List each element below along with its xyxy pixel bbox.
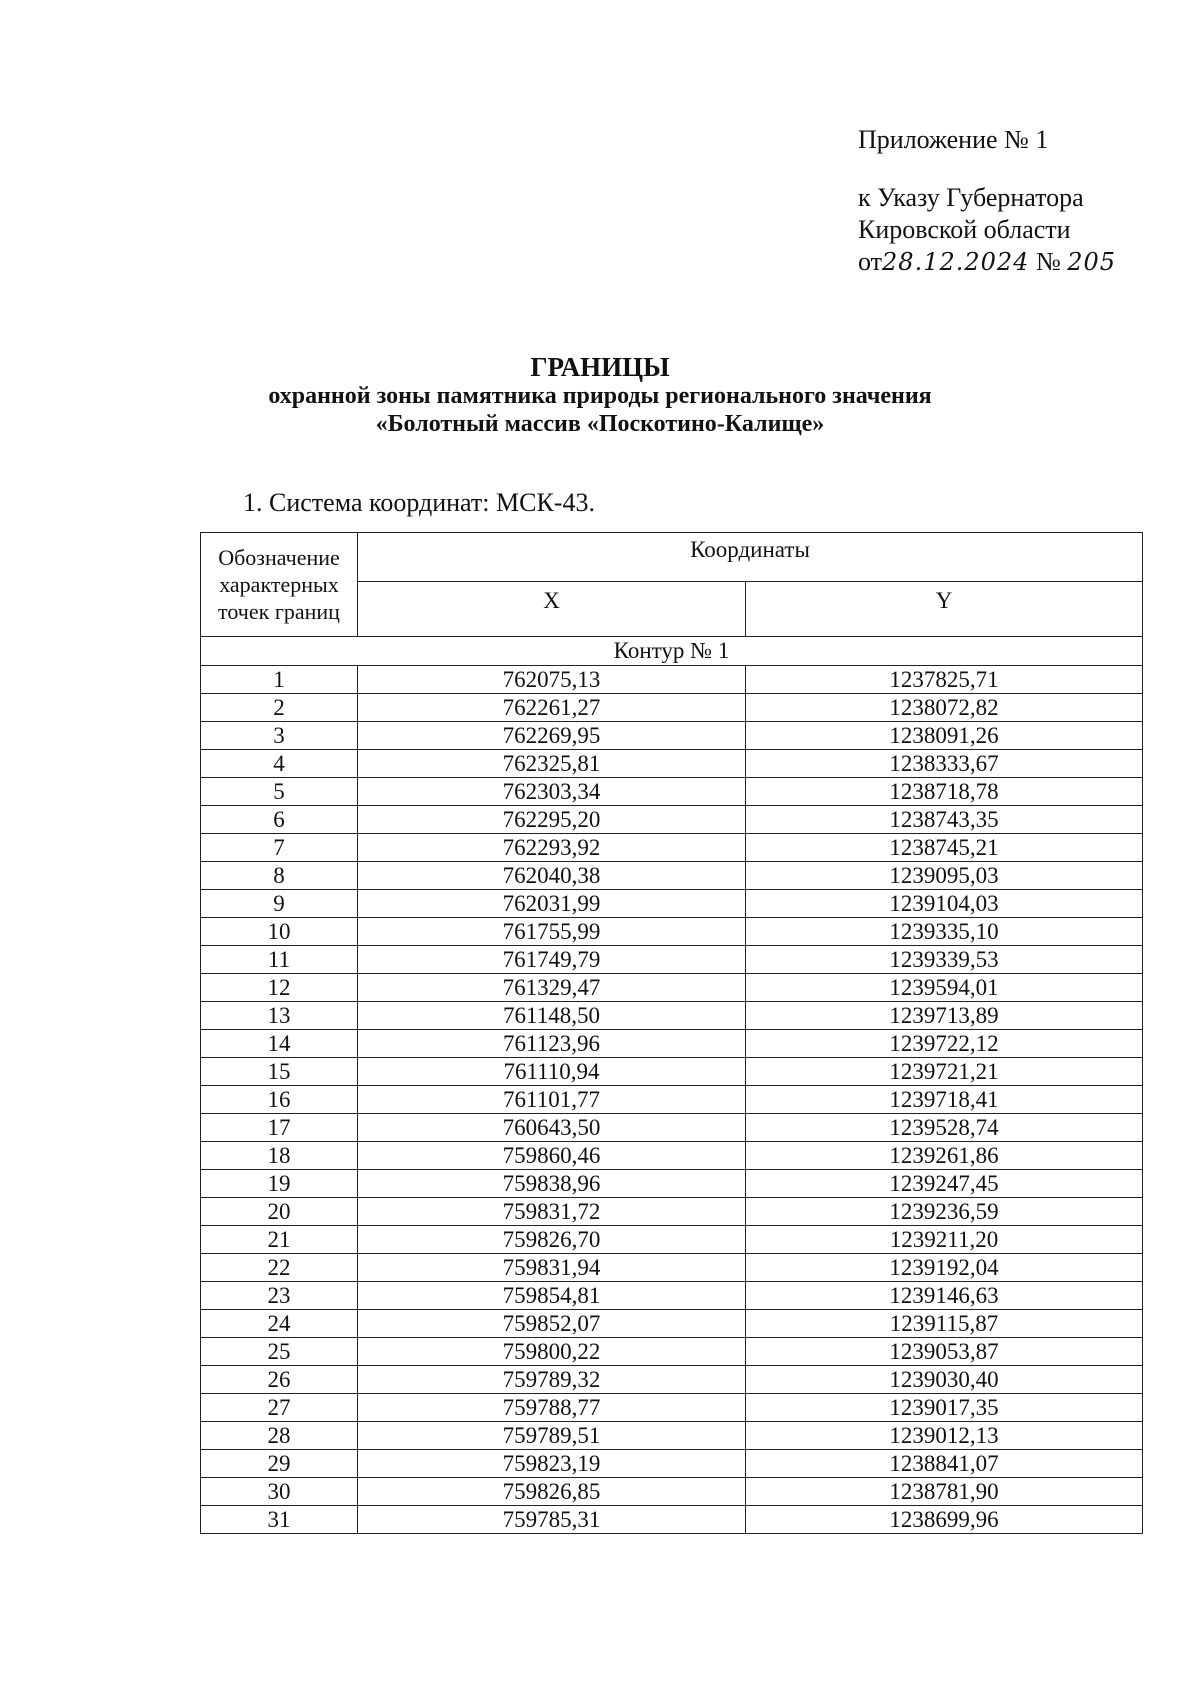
point-number-cell: 30 xyxy=(201,1478,358,1506)
table-row xyxy=(201,1366,1143,1394)
y-coordinate-cell: 1239261,86 xyxy=(746,1142,1143,1170)
x-coordinate-cell: 761329,47 xyxy=(358,974,746,1002)
y-coordinate-cell: 1239095,03 xyxy=(746,862,1143,890)
x-coordinate-cell: 762075,13 xyxy=(358,666,746,694)
x-coordinate-cell: 761123,96 xyxy=(358,1030,746,1058)
y-coordinate-cell: 1239030,40 xyxy=(746,1366,1143,1394)
number-sign: № xyxy=(1035,247,1061,276)
point-number-cell: 14 xyxy=(201,1030,358,1058)
point-number-cell: 7 xyxy=(201,834,358,862)
x-coordinate-cell: 760643,50 xyxy=(358,1114,746,1142)
point-number-cell: 27 xyxy=(201,1394,358,1422)
table-row xyxy=(201,666,1143,694)
table-header-row xyxy=(201,533,1143,582)
y-coordinate-cell: 1239017,35 xyxy=(746,1394,1143,1422)
x-coordinate-cell: 762325,81 xyxy=(358,750,746,778)
point-number-cell: 28 xyxy=(201,1422,358,1450)
y-coordinate-cell: 1238745,21 xyxy=(746,834,1143,862)
y-coordinate-cell: 1238333,67 xyxy=(746,750,1143,778)
y-coordinate-cell: 1239236,59 xyxy=(746,1198,1143,1226)
handwritten-date: 28.12.2024 xyxy=(882,248,1030,276)
coordinate-system-label: 1. Система координат: МСК-43. xyxy=(243,488,595,517)
y-coordinate-cell: 1239192,04 xyxy=(746,1254,1143,1282)
y-coordinate-cell: 1239335,10 xyxy=(746,918,1143,946)
table-row xyxy=(201,1086,1143,1114)
table-row xyxy=(201,918,1143,946)
x-coordinate-cell: 762261,27 xyxy=(358,694,746,722)
y-coordinate-cell: 1239339,53 xyxy=(746,946,1143,974)
table-row xyxy=(201,1030,1143,1058)
x-coordinate-cell: 761749,79 xyxy=(358,946,746,974)
x-coordinate-cell: 759860,46 xyxy=(358,1142,746,1170)
point-number-cell: 22 xyxy=(201,1254,358,1282)
y-coordinate-cell: 1238718,78 xyxy=(746,778,1143,806)
point-number-cell: 13 xyxy=(201,1002,358,1030)
point-number-cell: 10 xyxy=(201,918,358,946)
table-row xyxy=(201,1338,1143,1366)
table-row xyxy=(201,806,1143,834)
date-prefix: от xyxy=(858,247,883,276)
y-coordinate-cell: 1239053,87 xyxy=(746,1338,1143,1366)
y-coordinate-cell: 1239146,63 xyxy=(746,1282,1143,1310)
header-x: X xyxy=(358,582,746,637)
y-coordinate-cell: 1239211,20 xyxy=(746,1226,1143,1254)
x-coordinate-cell: 759789,32 xyxy=(358,1366,746,1394)
point-number-cell: 16 xyxy=(201,1086,358,1114)
table-row xyxy=(201,1254,1143,1282)
y-coordinate-cell: 1239713,89 xyxy=(746,1002,1143,1030)
x-coordinate-cell: 759826,85 xyxy=(358,1478,746,1506)
x-coordinate-cell: 761101,77 xyxy=(358,1086,746,1114)
handwritten-number: 205 xyxy=(1067,248,1117,276)
x-coordinate-cell: 759789,51 xyxy=(358,1422,746,1450)
appendix-decree: к Указу Губернатора xyxy=(858,183,1084,212)
x-coordinate-cell: 759852,07 xyxy=(358,1310,746,1338)
point-number-cell: 29 xyxy=(201,1450,358,1478)
y-coordinate-cell: 1238091,26 xyxy=(746,722,1143,750)
y-coordinate-cell: 1239012,13 xyxy=(746,1422,1143,1450)
y-coordinate-cell: 1238841,07 xyxy=(746,1450,1143,1478)
y-coordinate-cell: 1239722,12 xyxy=(746,1030,1143,1058)
x-coordinate-cell: 759826,70 xyxy=(358,1226,746,1254)
y-coordinate-cell: 1239247,45 xyxy=(746,1170,1143,1198)
x-coordinate-cell: 762295,20 xyxy=(358,806,746,834)
x-coordinate-cell: 759831,94 xyxy=(358,1254,746,1282)
point-number-cell: 25 xyxy=(201,1338,358,1366)
x-coordinate-cell: 762269,95 xyxy=(358,722,746,750)
table-row xyxy=(201,834,1143,862)
header-points: Обозначение характерных точек границ xyxy=(201,533,358,637)
appendix-title: Приложение № 1 xyxy=(858,125,1049,154)
point-number-cell: 3 xyxy=(201,722,358,750)
point-number-cell: 12 xyxy=(201,974,358,1002)
header-coordinates: Координаты xyxy=(358,533,1143,582)
table-row xyxy=(201,1282,1143,1310)
x-coordinate-cell: 759854,81 xyxy=(358,1282,746,1310)
table-row xyxy=(201,1422,1143,1450)
appendix-date-line xyxy=(858,246,1116,278)
heading-subtitle-2: «Болотный массив «Поскотино-Калище» xyxy=(375,411,825,437)
table-row xyxy=(201,722,1143,750)
heading-title: ГРАНИЦЫ xyxy=(530,352,670,382)
point-number-cell: 11 xyxy=(201,946,358,974)
y-coordinate-cell: 1239594,01 xyxy=(746,974,1143,1002)
appendix-region: Кировской области xyxy=(858,215,1071,244)
header-y: Y xyxy=(746,582,1143,637)
point-number-cell: 1 xyxy=(201,666,358,694)
table-row xyxy=(201,1226,1143,1254)
table-row xyxy=(201,862,1143,890)
y-coordinate-cell: 1238781,90 xyxy=(746,1478,1143,1506)
point-number-cell: 4 xyxy=(201,750,358,778)
table-row xyxy=(201,1170,1143,1198)
table-row xyxy=(201,1506,1143,1534)
x-coordinate-cell: 762303,34 xyxy=(358,778,746,806)
table-row xyxy=(201,946,1143,974)
table-row xyxy=(201,1478,1143,1506)
y-coordinate-cell: 1239528,74 xyxy=(746,1114,1143,1142)
point-number-cell: 17 xyxy=(201,1114,358,1142)
point-number-cell: 24 xyxy=(201,1310,358,1338)
heading-subtitle-1: охранной зоны памятника природы регионального значения xyxy=(268,383,932,409)
point-number-cell: 9 xyxy=(201,890,358,918)
point-number-cell: 8 xyxy=(201,862,358,890)
table-row xyxy=(201,1058,1143,1086)
point-number-cell: 31 xyxy=(201,1506,358,1534)
table-row xyxy=(201,694,1143,722)
y-coordinate-cell: 1237825,71 xyxy=(746,666,1143,694)
x-coordinate-cell: 762293,92 xyxy=(358,834,746,862)
y-coordinate-cell: 1239718,41 xyxy=(746,1086,1143,1114)
x-coordinate-cell: 761148,50 xyxy=(358,1002,746,1030)
point-number-cell: 2 xyxy=(201,694,358,722)
appendix-block xyxy=(858,124,1116,278)
table-body xyxy=(201,666,1143,1534)
table-row xyxy=(201,1198,1143,1226)
coordinates-table xyxy=(200,532,1143,1534)
point-number-cell: 23 xyxy=(201,1282,358,1310)
point-number-cell: 26 xyxy=(201,1366,358,1394)
x-coordinate-cell: 759823,19 xyxy=(358,1450,746,1478)
table-row xyxy=(201,1114,1143,1142)
point-number-cell: 18 xyxy=(201,1142,358,1170)
table-row xyxy=(201,1394,1143,1422)
document-heading xyxy=(0,352,1200,438)
table-row xyxy=(201,974,1143,1002)
x-coordinate-cell: 759785,31 xyxy=(358,1506,746,1534)
x-coordinate-cell: 759831,72 xyxy=(358,1198,746,1226)
point-number-cell: 6 xyxy=(201,806,358,834)
x-coordinate-cell: 759788,77 xyxy=(358,1394,746,1422)
y-coordinate-cell: 1239104,03 xyxy=(746,890,1143,918)
contour-row xyxy=(201,637,1143,666)
point-number-cell: 5 xyxy=(201,778,358,806)
table-row xyxy=(201,1002,1143,1030)
x-coordinate-cell: 759838,96 xyxy=(358,1170,746,1198)
y-coordinate-cell: 1238699,96 xyxy=(746,1506,1143,1534)
contour-label: Контур № 1 xyxy=(201,637,1143,666)
table-row xyxy=(201,1310,1143,1338)
x-coordinate-cell: 761110,94 xyxy=(358,1058,746,1086)
table-row xyxy=(201,778,1143,806)
point-number-cell: 15 xyxy=(201,1058,358,1086)
y-coordinate-cell: 1238072,82 xyxy=(746,694,1143,722)
x-coordinate-cell: 759800,22 xyxy=(358,1338,746,1366)
y-coordinate-cell: 1239721,21 xyxy=(746,1058,1143,1086)
table-row xyxy=(201,750,1143,778)
y-coordinate-cell: 1238743,35 xyxy=(746,806,1143,834)
table-row xyxy=(201,1450,1143,1478)
point-number-cell: 21 xyxy=(201,1226,358,1254)
table-row xyxy=(201,1142,1143,1170)
x-coordinate-cell: 762031,99 xyxy=(358,890,746,918)
point-number-cell: 20 xyxy=(201,1198,358,1226)
table-row xyxy=(201,890,1143,918)
point-number-cell: 19 xyxy=(201,1170,358,1198)
x-coordinate-cell: 761755,99 xyxy=(358,918,746,946)
x-coordinate-cell: 762040,38 xyxy=(358,862,746,890)
y-coordinate-cell: 1239115,87 xyxy=(746,1310,1143,1338)
